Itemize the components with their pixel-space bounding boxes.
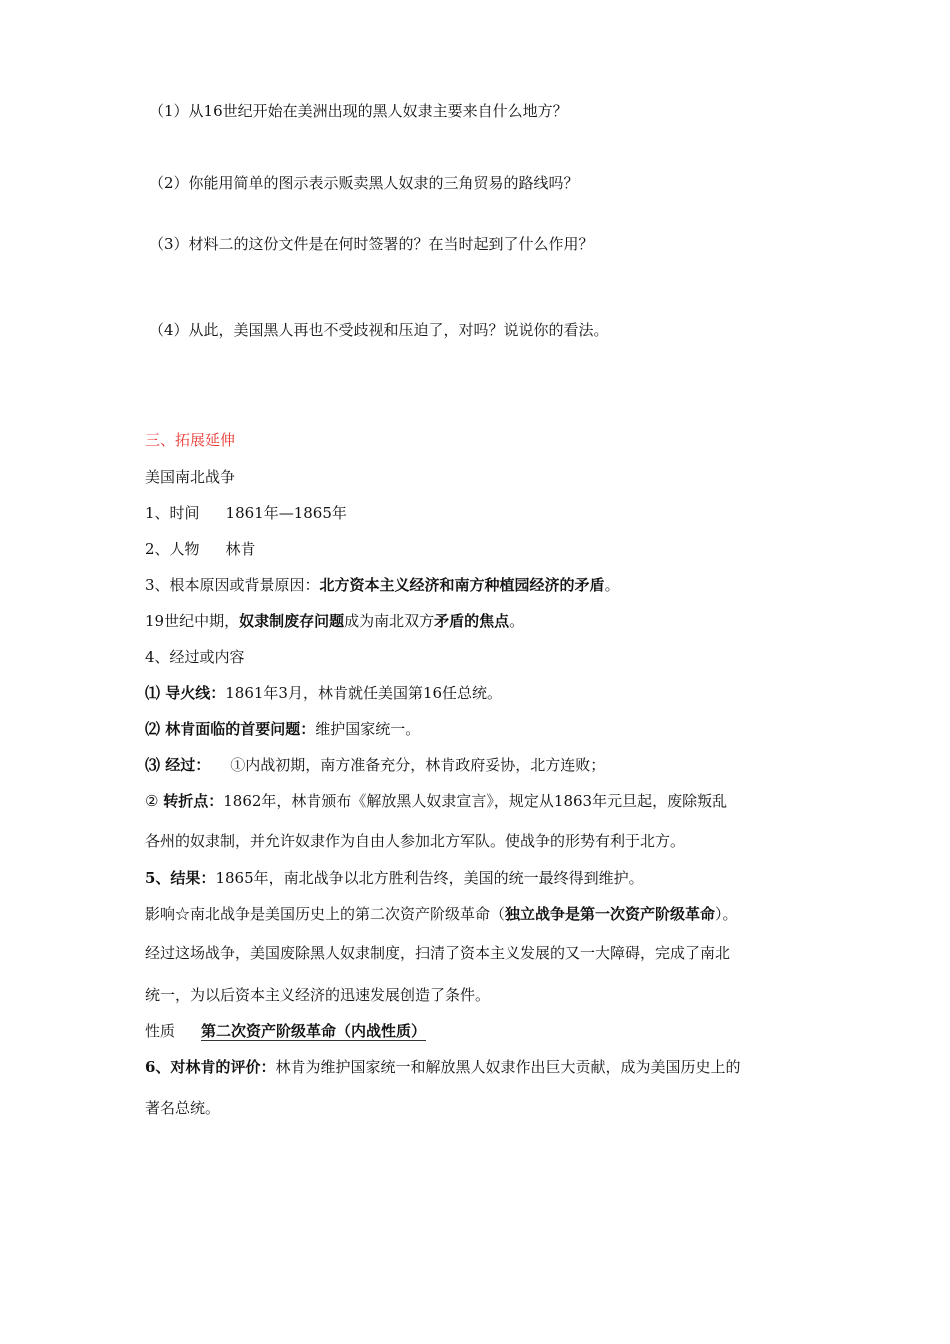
person-label: 2、人物 bbox=[145, 540, 200, 558]
course-label: 4、经过或内容 bbox=[145, 648, 245, 666]
evaluation-text: 林肯为维护国家统一和解放黑人奴隶作出巨大贡献，成为美国历史上的 bbox=[275, 1058, 741, 1076]
cause-end: 。 bbox=[604, 576, 620, 594]
evaluation-row bbox=[145, 1057, 740, 1077]
point-1-label: ⑴ 导火线： bbox=[145, 684, 226, 702]
person-row bbox=[145, 539, 256, 559]
nature-value: 第二次资产阶级革命（内战性质） bbox=[201, 1022, 427, 1040]
point-3-text: ①内战初期，南方准备充分，林肯政府妥协，北方连败； bbox=[230, 756, 606, 774]
point-3 bbox=[145, 755, 605, 775]
topic-title: 美国南北战争 bbox=[145, 468, 236, 486]
nature-label: 性质 bbox=[145, 1022, 176, 1040]
impact-pre: 影响☆南北战争是美国历史上的第二次资产阶级革命（ bbox=[145, 905, 506, 923]
result-text: 1865年，南北战争以北方胜利告终，美国的统一最终得到维护。 bbox=[215, 869, 644, 887]
question-2: （2）你能用简单的图示表示贩卖黑人奴隶的三角贸易的路线吗？ bbox=[149, 174, 579, 192]
point-2-label: ⑵ 林肯面临的首要问题： bbox=[145, 720, 316, 738]
impact-end: ）。 bbox=[715, 905, 738, 923]
time-row bbox=[145, 503, 347, 523]
point-4-text: 1862年，林肯颁布《解放黑人奴隶宣言》，规定从1863年元旦起，废除叛乱 bbox=[223, 792, 728, 810]
point-1 bbox=[145, 683, 502, 703]
question-1: （1）从16世纪开始在美洲出现的黑人奴隶主要来自什么地方？ bbox=[149, 102, 568, 120]
focus-row bbox=[145, 611, 524, 631]
point-2 bbox=[145, 719, 420, 739]
impact-row bbox=[145, 904, 738, 924]
cause-row bbox=[145, 575, 620, 595]
evaluation-continued: 著名总统。 bbox=[145, 1099, 221, 1117]
cause-label: 3、根本原因或背景原因： bbox=[145, 576, 320, 594]
person-value: 林肯 bbox=[225, 540, 256, 558]
impact-bold: 独立战争是第一次资产阶级革命 bbox=[505, 905, 716, 923]
focus-end: 。 bbox=[509, 612, 525, 630]
section-heading: 三、拓展延伸 bbox=[145, 431, 236, 449]
cause-value: 北方资本主义经济和南方种植园经济的矛盾 bbox=[319, 576, 605, 594]
time-label: 1、时间 bbox=[145, 504, 200, 522]
nature-row bbox=[145, 1021, 426, 1041]
point-4-label: 转折点： bbox=[163, 792, 224, 810]
point-3-label: ⑶ 经过： bbox=[145, 756, 211, 774]
point-1-text: 1861年3月，林肯就任美国第16任总统。 bbox=[225, 684, 503, 702]
point-4-pre: ② bbox=[145, 792, 164, 810]
result-label: 5、结果： bbox=[145, 869, 216, 887]
focus-mid: 成为南北双方 bbox=[344, 612, 435, 630]
focus-bold-1: 奴隶制废存问题 bbox=[239, 612, 345, 630]
impact-line-2: 经过这场战争，美国废除黑人奴隶制度，扫清了资本主义发展的又一大障碍，完成了南北 bbox=[145, 944, 731, 962]
point-4-continued: 各州的奴隶制，并允许奴隶作为自由人参加北方军队。使战争的形势有利于北方。 bbox=[145, 832, 686, 850]
focus-bold-2: 矛盾的焦点 bbox=[434, 612, 510, 630]
focus-pre: 19世纪中期， bbox=[145, 612, 240, 630]
impact-line-3: 统一，为以后资本主义经济的迅速发展创造了条件。 bbox=[145, 986, 491, 1004]
evaluation-label: 6、对林肯的评价： bbox=[145, 1058, 276, 1076]
question-3: （3）材料二的这份文件是在何时签署的？在当时起到了什么作用？ bbox=[149, 235, 594, 253]
time-value: 1861年—1865年 bbox=[225, 504, 347, 522]
question-4: （4）从此，美国黑人再也不受歧视和压迫了，对吗？说说你的看法。 bbox=[149, 321, 609, 339]
point-4 bbox=[145, 791, 727, 811]
point-2-text: 维护国家统一。 bbox=[315, 720, 421, 738]
result-row bbox=[145, 868, 644, 888]
